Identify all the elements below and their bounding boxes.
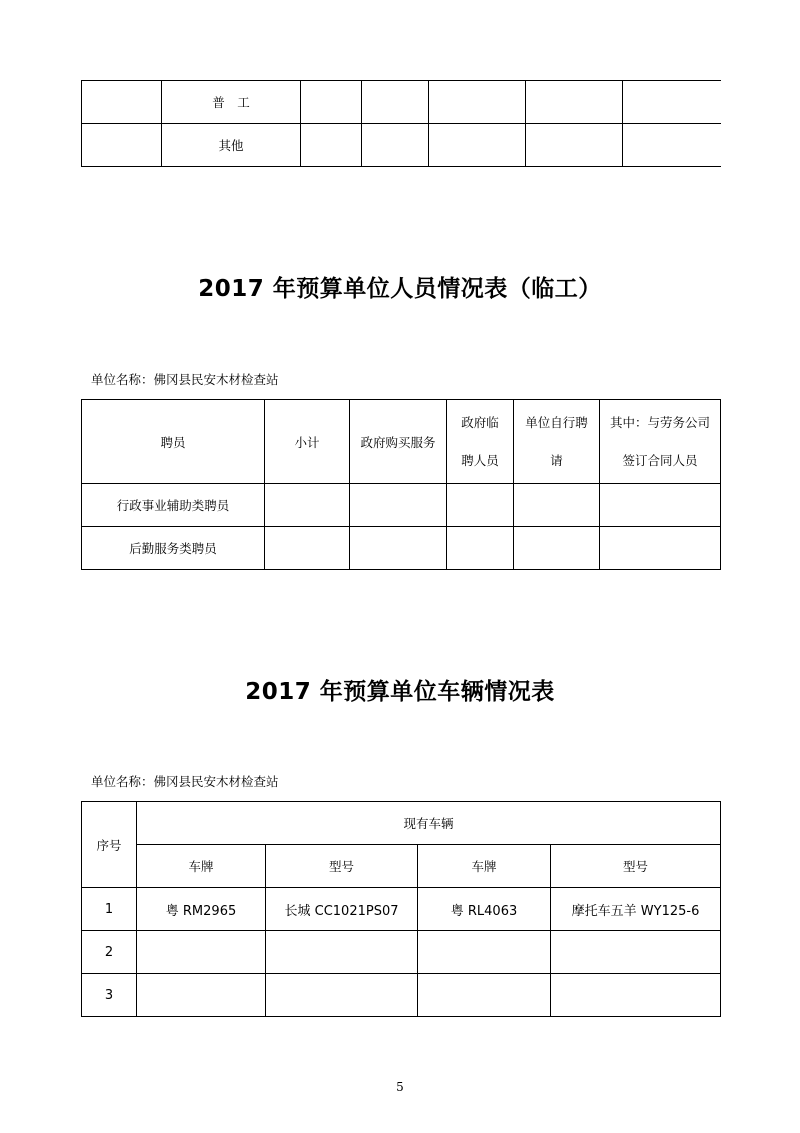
table-cell	[526, 81, 623, 124]
table-cell	[265, 527, 350, 570]
table-cell	[514, 527, 600, 570]
table-cell	[362, 124, 429, 167]
header-plate: 车牌	[418, 845, 551, 888]
row-label: 行政事业辅助类聘员	[82, 484, 265, 527]
temp-staff-table	[81, 399, 721, 570]
table-cell	[429, 81, 526, 124]
table-row	[82, 527, 721, 570]
header-row	[82, 400, 721, 484]
staff-category-table-continued	[81, 80, 721, 167]
table-cell	[82, 124, 162, 167]
header-line: 单位自行聘	[525, 414, 588, 430]
table-row	[82, 974, 721, 1017]
table-cell	[447, 484, 514, 527]
table-cell	[623, 81, 721, 124]
header-line: 签订合同人员	[622, 452, 698, 468]
row-label: 后勤服务类聘员	[82, 527, 265, 570]
table-cell	[362, 81, 429, 124]
table-cell	[429, 124, 526, 167]
plate-cell	[137, 974, 266, 1017]
plate-cell	[418, 931, 551, 974]
page-number: 5	[396, 1080, 404, 1094]
header-existing-vehicles: 现有车辆	[137, 802, 721, 845]
table-cell	[447, 527, 514, 570]
header-gov-temp	[447, 400, 514, 484]
seq-cell: 2	[82, 931, 137, 974]
table-cell	[623, 124, 721, 167]
row-label: 其他	[162, 124, 301, 167]
seq-cell: 1	[82, 888, 137, 931]
header-row	[82, 802, 721, 845]
table-cell	[301, 81, 362, 124]
temp-staff-unit-name: 单位名称：佛冈县民安木材检查站	[91, 372, 279, 387]
header-self-hired	[514, 400, 600, 484]
table-cell	[600, 527, 721, 570]
seq-cell: 3	[82, 974, 137, 1017]
header-gov-purchase: 政府购买服务	[350, 400, 447, 484]
header-row	[82, 845, 721, 888]
plate-cell: 粤 RM2965	[137, 888, 266, 931]
plate-cell: 粤 RL4063	[418, 888, 551, 931]
table-cell	[265, 484, 350, 527]
vehicles-title: 2017 年预算单位车辆情况表	[245, 679, 555, 705]
table-cell	[600, 484, 721, 527]
table-row	[82, 81, 721, 124]
table-cell	[301, 124, 362, 167]
table-row	[82, 931, 721, 974]
table-row	[82, 124, 721, 167]
plate-cell	[137, 931, 266, 974]
header-labor-contract	[600, 400, 721, 484]
header-line: 聘人员	[461, 452, 499, 468]
header-seq: 序号	[82, 802, 137, 888]
model-cell: 摩托车五羊 WY125-6	[551, 888, 721, 931]
header-line: 政府临	[461, 414, 499, 430]
model-cell	[266, 931, 418, 974]
header-subtotal: 小计	[265, 400, 350, 484]
vehicles-table	[81, 801, 721, 1017]
header-line: 请	[550, 452, 563, 468]
vehicles-unit-name: 单位名称：佛冈县民安木材检查站	[91, 774, 279, 789]
row-label: 普 工	[162, 81, 301, 124]
header-model: 型号	[551, 845, 721, 888]
table-cell	[526, 124, 623, 167]
header-model: 型号	[266, 845, 418, 888]
table-cell	[82, 81, 162, 124]
plate-cell	[418, 974, 551, 1017]
table-cell	[350, 484, 447, 527]
temp-staff-title: 2017 年预算单位人员情况表（临工）	[198, 276, 602, 302]
model-cell	[551, 931, 721, 974]
model-cell: 长城 CC1021PS07	[266, 888, 418, 931]
table-row	[82, 888, 721, 931]
table-cell	[350, 527, 447, 570]
header-plate: 车牌	[137, 845, 266, 888]
header-line: 其中：与劳务公司	[609, 414, 710, 430]
model-cell	[551, 974, 721, 1017]
model-cell	[266, 974, 418, 1017]
table-row	[82, 484, 721, 527]
table-cell	[514, 484, 600, 527]
header-hire: 聘员	[82, 400, 265, 484]
